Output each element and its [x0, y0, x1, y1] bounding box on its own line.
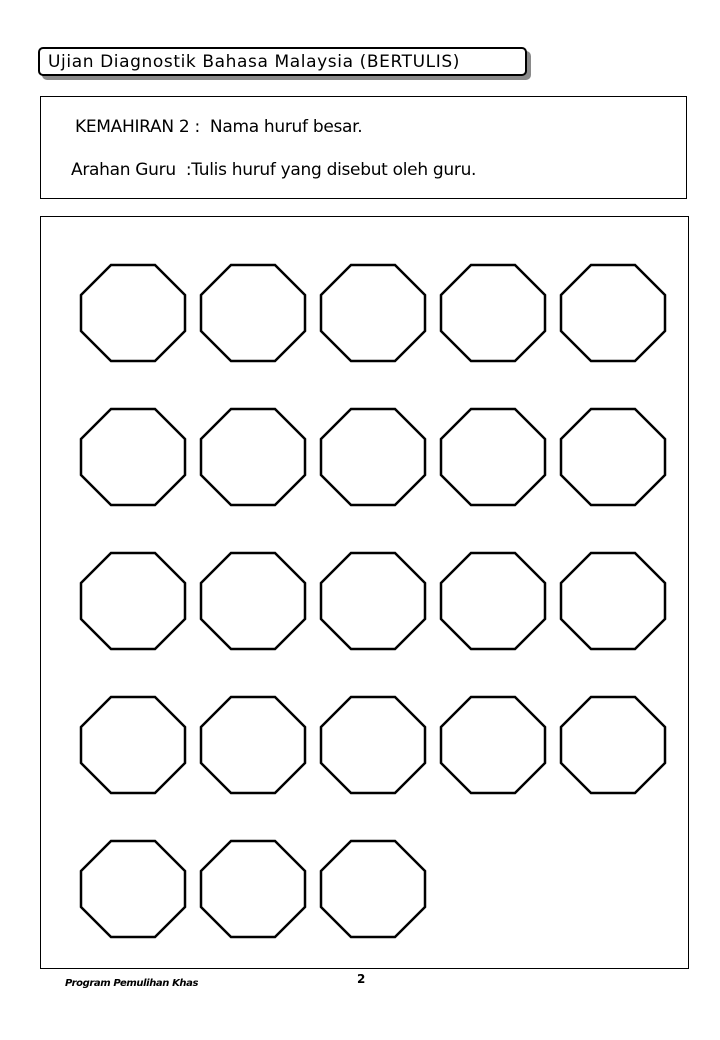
footer-program: Program Pemulihan Khas	[65, 978, 199, 989]
instruction-box	[40, 96, 687, 199]
octagon-answer-box	[81, 553, 185, 649]
octagon-answer-box	[441, 265, 545, 361]
skill-label: KEMAHIRAN 2 :	[75, 117, 200, 137]
octagon-answer-box	[81, 841, 185, 937]
octagon-answer-box	[321, 697, 425, 793]
octagon-answer-box	[201, 697, 305, 793]
teacher-label: Arahan Guru	[71, 160, 176, 180]
octagon-answer-box	[561, 553, 665, 649]
octagon-answer-box	[561, 265, 665, 361]
teacher-instruction-line	[71, 160, 476, 180]
skill-line	[75, 117, 362, 137]
octagon-answer-box	[201, 409, 305, 505]
teacher-text: :Tulis huruf yang disebut oleh guru.	[185, 160, 477, 180]
octagon-answer-box	[81, 697, 185, 793]
octagon-answer-box	[441, 409, 545, 505]
octagon-answer-box	[321, 409, 425, 505]
title-banner-box	[38, 47, 527, 76]
octagon-answer-box	[201, 841, 305, 937]
octagon-answer-box	[81, 409, 185, 505]
octagon-answer-box	[441, 697, 545, 793]
octagon-answer-box	[561, 409, 665, 505]
answer-area	[40, 216, 689, 969]
page-title: Ujian Diagnostik Bahasa Malaysia (BERTULIS)	[48, 52, 460, 72]
octagon-answer-box	[321, 553, 425, 649]
octagon-answer-box	[201, 265, 305, 361]
octagon-answer-box	[321, 265, 425, 361]
octagon-answer-box	[561, 697, 665, 793]
octagon-answer-box	[201, 553, 305, 649]
octagon-answer-box	[81, 265, 185, 361]
octagon-answer-box	[321, 841, 425, 937]
page-number: 2	[357, 972, 366, 986]
title-banner	[38, 47, 531, 80]
octagon-answer-box	[441, 553, 545, 649]
octagon-grid	[41, 217, 690, 970]
skill-text: Nama huruf besar.	[209, 117, 363, 137]
